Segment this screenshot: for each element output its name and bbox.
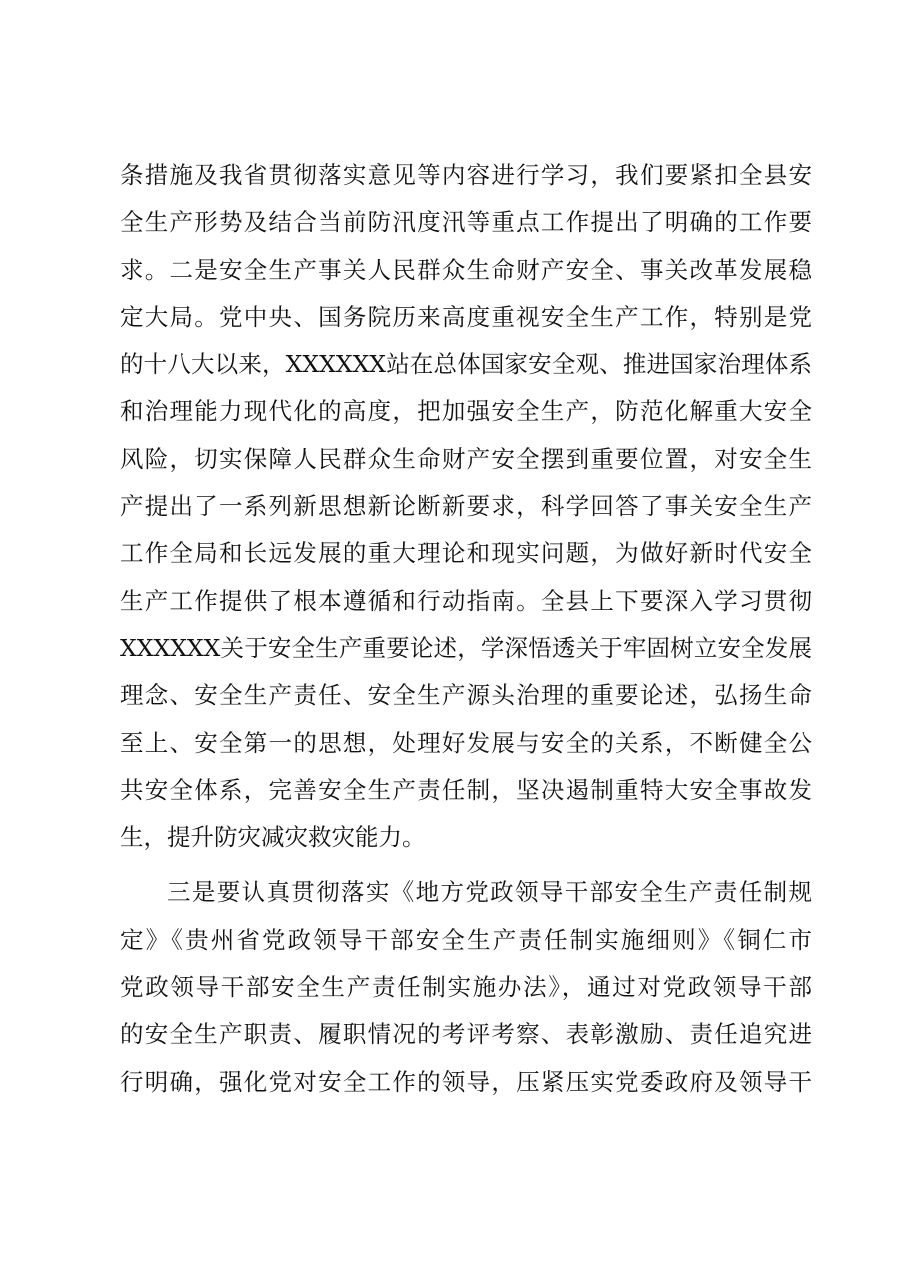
text-line: 风险，切实保障人民群众生命财产安全摆到重要位置，对安全生 xyxy=(120,444,812,473)
text-line: 求。二是安全生产事关人民群众生命财产安全、事关改革发展稳 xyxy=(120,255,812,284)
paragraph xyxy=(120,873,812,1109)
text-line: 和治理能力现代化的高度，把加强安全生产，防范化解重大安全 xyxy=(120,397,812,426)
text-line: XXXXXX关于安全生产重要论述，学深悟透关于牢固树立安全发展 xyxy=(120,633,812,662)
paragraph-spacing xyxy=(120,865,812,873)
text-line: 党政领导干部安全生产责任制实施办法》，通过对党政领导干部 xyxy=(120,973,812,1002)
text-line: 行明确，强化党对安全工作的领导，压紧压实党委政府及领导干 xyxy=(120,1067,812,1096)
text-line: 条措施及我省贯彻落实意见等内容进行学习，我们要紧扣全县安 xyxy=(120,161,812,189)
text-line: 工作全局和长远发展的重大理论和现实问题，为做好新时代安全 xyxy=(120,539,812,568)
text-line: 共安全体系，完善安全生产责任制，坚决遏制重特大安全事故发 xyxy=(120,775,812,804)
text-line: 定》《贵州省党政领导干部安全生产责任制实施细则》《铜仁市 xyxy=(120,925,812,954)
document-body xyxy=(120,156,812,1110)
paragraph xyxy=(120,156,812,865)
text-line: 生产工作提供了根本遵循和行动指南。全县上下要深入学习贯彻 xyxy=(120,586,812,615)
text-line: 全生产形势及结合当前防汛度汛等重点工作提出了明确的工作要 xyxy=(120,208,812,237)
text-line: 定大局。党中央、国务院历来高度重视安全生产工作，特别是党 xyxy=(120,302,812,331)
text-line: 生，提升防灾减灾救灾能力。 xyxy=(120,823,426,852)
text-line: 至上、安全第一的思想，处理好发展与安全的关系，不断健全公 xyxy=(120,728,812,757)
text-line: 的安全生产职责、履职情况的考评考察、表彰激励、责任追究进 xyxy=(120,1020,812,1049)
text-line: 理念、安全生产责任、安全生产源头治理的重要论述，弘扬生命 xyxy=(120,681,812,710)
text-line: 产提出了一系列新思想新论断新要求，科学回答了事关安全生产 xyxy=(120,492,812,521)
text-line: 三是要认真贯彻落实《地方党政领导干部安全生产责任制规 xyxy=(167,878,812,907)
text-line: 的十八大以来，XXXXXX站在总体国家安全观、推进国家治理体系 xyxy=(120,350,812,379)
